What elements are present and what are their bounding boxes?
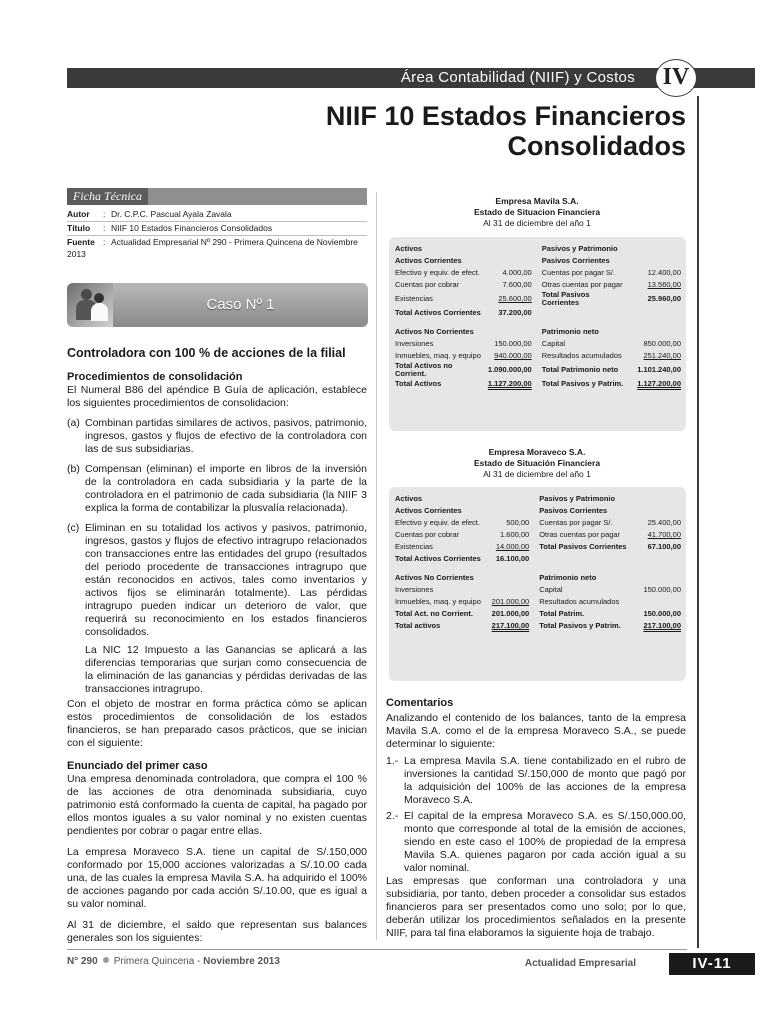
balance-value: 201.000,00 xyxy=(491,597,530,606)
people-photo-icon xyxy=(67,283,113,327)
balance-gap xyxy=(532,307,542,319)
balance-row xyxy=(395,505,681,517)
section-header-bar xyxy=(67,68,755,88)
balance-value: 201.000,00 xyxy=(491,609,530,618)
balance-label: Inversiones xyxy=(395,339,434,348)
balance-label: Resultados acumulados xyxy=(541,351,622,360)
balance-value: 12.400,00 xyxy=(647,268,681,277)
ficha-key: Autor xyxy=(67,209,90,219)
balance-table-mavila xyxy=(389,237,686,431)
balance-label: Total Pasivos Corrientes xyxy=(539,542,627,551)
balance-label: Cuentas por cobrar xyxy=(395,530,460,539)
ficha-key: Fuente xyxy=(67,237,95,247)
balance-row xyxy=(395,255,681,267)
balance-row xyxy=(395,584,681,596)
balance-gap xyxy=(532,279,542,291)
chapter-badge: IV xyxy=(655,59,697,97)
publication-name: Actualidad Empresarial xyxy=(524,958,636,969)
footer-rule xyxy=(67,949,687,950)
balance-value: 217.100,00 xyxy=(643,621,681,630)
balance-value xyxy=(483,565,529,572)
balance-label: Otras cuentas por pagar xyxy=(541,280,623,289)
balance-value xyxy=(629,565,681,572)
balance-value: 1.600,00 xyxy=(500,530,530,539)
ficha-value: Actualidad Empresarial Nº 290 - Primera Quincena de Noviembre 2013 xyxy=(67,237,358,259)
balance-label: Activos Corrientes xyxy=(395,506,462,515)
balance-row xyxy=(395,596,681,608)
balance-label: Total Patrimonio neto xyxy=(541,365,619,374)
balance-row xyxy=(395,620,681,632)
balance-row xyxy=(395,243,681,255)
paragraph: La empresa Moraveco S.A. tiene un capital de S/.150,000 conformado por 15,000 acciones valorizadas a S/.10.00 cada una, de las cuales la empresa Mavila S.A. ha adquirido el 100% de acciones pagando por cada acción S/.10.00, que es igual a su valor nominal. xyxy=(67,846,367,910)
balance-gap xyxy=(529,584,539,596)
balance-value xyxy=(486,326,532,338)
bullet-icon xyxy=(103,957,109,963)
balance-value: 41.700,00 xyxy=(647,530,681,539)
balance-value: 217.100,00 xyxy=(491,621,530,630)
balance-row xyxy=(395,338,681,350)
balance-value xyxy=(629,255,681,267)
balance-label xyxy=(539,553,629,565)
paragraph: El Numeral B86 del apéndice B Guía de aplicación, establece los siguientes procedimientos de consolidacion: xyxy=(67,384,367,409)
subsection-heading: Procedimientos de consolidación xyxy=(67,371,243,383)
page-right-rule xyxy=(697,96,699,948)
balance-label: Existencias xyxy=(395,542,433,551)
list-item: (b) Compensan (eliminan) el importe en libros de la inversión de la controladora en cada subsidiaria y la parte de la controladora en el patrimonio de cada subsidiaria (la NIIF 3 explica la forma de contabilizar la plusvalía relacionada). xyxy=(67,463,367,514)
balance-gap xyxy=(529,493,539,505)
company-name: Empresa Mavila S.A. xyxy=(495,196,579,206)
paragraph: Analizando el contenido de los balances, tanto de la empresa Mavila S.A. como el de la empresa Moraveco S.A., se puede determinar lo siguiente: xyxy=(386,712,686,750)
balance-label: Pasivos Corrientes xyxy=(541,256,610,265)
balance-value: 500,00 xyxy=(506,518,530,527)
balance-label: Total activos xyxy=(395,621,441,630)
balance-gap xyxy=(529,572,539,584)
balance-value: 1.127.200,00 xyxy=(487,379,532,388)
balance-header-mavila xyxy=(387,196,687,229)
balance-row xyxy=(395,267,681,279)
balance-label: Inmuebles, maq. y equipo xyxy=(395,597,481,606)
balance-value: 1.101.240,00 xyxy=(637,365,681,374)
list-item: 1.- La empresa Mavila S.A. tiene contabilizado en el rubro de inversiones la cantidad S/.150,000 de monto que pagó por la adquisición del 100% de las acciones de la empresa Moraveco S.A. xyxy=(386,755,686,806)
balance-row xyxy=(395,378,681,390)
balance-value: 7.600,00 xyxy=(502,280,532,289)
balance-row xyxy=(395,362,681,378)
balance-value: 25.400,00 xyxy=(647,518,681,527)
balance-label: Total Pasivos Corrientes xyxy=(541,290,590,307)
balance-value: 251.240,00 xyxy=(643,351,681,360)
paragraph: Con el objeto de mostrar en forma práctica cómo se aplican estos procedimientos de consolidación de los estados financieros, se han preparado casos prácticos, que se inician con el siguiente: xyxy=(67,698,367,749)
balance-value: 25.600,00 xyxy=(498,294,532,303)
balance-label: Cuentas por pagar S/. xyxy=(539,518,613,527)
balance-row xyxy=(395,279,681,291)
balance-value xyxy=(629,553,681,565)
balance-value xyxy=(629,505,681,517)
balance-value xyxy=(483,505,529,517)
statement-name: Estado de Situación Financiera xyxy=(473,458,601,468)
balance-label: Total Activos Corrientes xyxy=(395,554,481,563)
ficha-key: Título xyxy=(67,223,91,233)
balance-value: 940.000,00 xyxy=(494,351,532,360)
balance-label: Capital xyxy=(539,585,563,594)
balance-label: Inmuebles, maq. y equipo xyxy=(395,351,481,360)
ficha-tecnica-label: Ficha Técnica xyxy=(67,188,148,205)
column-divider xyxy=(376,192,377,940)
balance-label: Activos xyxy=(395,494,423,503)
subsection-heading: Enunciado del primer caso xyxy=(67,760,208,772)
balance-gap xyxy=(532,326,542,338)
article-title xyxy=(266,101,686,161)
balance-label: Patrimonio neto xyxy=(541,327,599,336)
balance-value: 150.000,00 xyxy=(643,609,681,618)
balance-row xyxy=(395,565,681,572)
balance-row xyxy=(395,517,681,529)
statement-date: Al 31 de diciembre del año 1 xyxy=(483,469,591,479)
balance-gap xyxy=(529,529,539,541)
balance-value xyxy=(486,255,532,267)
list-item: (a) Combinan partidas similares de activos, pasivos, patrimonio, ingresos, gastos y flujos de efectivo de la controladora con las de sus subsidiarias. xyxy=(67,417,367,455)
paragraph: Una empresa denominada controladora, que compra el 100 % de las acciones de otra denominada subsidiaria, cuyo patrimonio está conformado la cuenta de capital, ha pagado por ellos montos iguales a su valor nominal y no existen cuentas pendientes por cobrar o pagar entre ellas. xyxy=(67,773,367,837)
balance-table-moraveco xyxy=(389,487,686,681)
balance-row xyxy=(395,326,681,338)
article-title-line2: Consolidados xyxy=(507,131,686,161)
balance-value: 150.000,00 xyxy=(494,339,532,348)
balance-label: Total Pasivos y Patrim. xyxy=(539,621,621,630)
balance-value xyxy=(629,596,681,608)
balance-label: Patrimonio neto xyxy=(539,573,597,582)
balance-value: 14.000,00 xyxy=(495,542,530,551)
balance-label: Cuentas por cobrar xyxy=(395,280,460,289)
balance-value: 37.200,00 xyxy=(498,308,532,317)
balance-label xyxy=(539,565,629,572)
ficha-value: Dr. C.P.C. Pascual Ayala Zavala xyxy=(111,209,232,219)
issue-period: Primera Quincena xyxy=(113,956,195,967)
balance-label xyxy=(395,565,483,572)
paragraph: La NIC 12 Impuesto a las Ganancias se aplicará a las diferencias temporarias que surjan como consecuencia de la eliminación de las ganancias y pérdidas derivadas de las transacciones intragrupo. xyxy=(85,644,367,695)
balance-value xyxy=(629,493,681,505)
balance-gap xyxy=(532,362,542,378)
balance-value: 16.100,00 xyxy=(495,554,530,563)
balance-gap xyxy=(529,541,539,553)
balance-row xyxy=(395,493,681,505)
balance-label: Total Pasivos y Patrim. xyxy=(541,379,624,388)
balance-label: Cuentas por pagar S/. xyxy=(541,268,616,277)
balance-label xyxy=(542,307,629,319)
ficha-row-autor: Autor : Dr. C.P.C. Pascual Ayala Zavala xyxy=(67,208,367,222)
balance-label: Total Activos no Corrient. xyxy=(395,361,453,378)
statement-date: Al 31 de diciembre del año 1 xyxy=(483,218,591,228)
balance-row xyxy=(395,541,681,553)
ficha-row-titulo: Título : NIIF 10 Estados Financieros Consolidados xyxy=(67,222,367,236)
balance-row xyxy=(395,553,681,565)
issue-number: N° 290 xyxy=(67,956,98,967)
balance-label: Existencias xyxy=(395,294,433,303)
balance-gap xyxy=(532,291,542,307)
balance-label: Total Activos Corrientes xyxy=(395,308,481,317)
paragraph: Al 31 de diciembre, el saldo que representan sus balances generales son los siguientes: xyxy=(67,919,367,944)
balance-label: Activos xyxy=(395,244,423,253)
balance-gap xyxy=(529,596,539,608)
balance-value: 4.000,00 xyxy=(502,268,532,277)
comments-heading: Comentarios xyxy=(386,697,454,709)
balance-value xyxy=(483,572,529,584)
list-item: (c) Eliminan en su totalidad los activos y pasivos, patrimonio, ingresos, gastos y flujos de efectivo intragrupo relacionados con transacciones entre las entidades del grupo (resultados del periodo procedente de transacciones intragrupo que están reconocidos en activos, tales como inventarios y activos fijos se eliminarán totalmente). Las pérdidas intragrupo pueden indicar un deterioro de valor, que requerirá su reconocimiento en los estados financieros consolidados. xyxy=(67,522,367,638)
left-column xyxy=(67,347,367,945)
balance-label: Inversiones xyxy=(395,585,434,594)
section-heading: Controladora con 100 % de acciones de la filial xyxy=(67,346,346,360)
balance-value: 1.127.200,00 xyxy=(637,379,681,388)
balance-gap xyxy=(532,267,542,279)
balance-gap xyxy=(532,319,542,326)
balance-gap xyxy=(529,608,539,620)
balance-gap xyxy=(529,620,539,632)
issue-month: Noviembre 2013 xyxy=(203,956,280,967)
caso-title: Caso Nº 1 xyxy=(206,296,275,313)
caso-banner xyxy=(67,283,368,327)
ficha-value: NIIF 10 Estados Financieros Consolidados xyxy=(111,223,273,233)
balance-label: Otras cuentas por pagar xyxy=(539,530,621,539)
balance-value: 13.560,00 xyxy=(647,280,681,289)
balance-gap xyxy=(529,565,539,572)
balance-label xyxy=(395,319,486,326)
balance-value xyxy=(483,584,529,596)
balance-value xyxy=(629,319,681,326)
article-title-line1: NIIF 10 Estados Financieros xyxy=(325,101,686,131)
balance-label: Activos Corrientes xyxy=(395,256,462,265)
balance-value xyxy=(629,326,681,338)
statement-name: Estado de Situacion Financiera xyxy=(473,207,601,217)
balance-value xyxy=(629,307,681,319)
balance-label: Total Patrim. xyxy=(539,609,585,618)
balance-label: Pasivos y Patrimonio xyxy=(541,244,618,253)
balance-row xyxy=(395,608,681,620)
balance-label: Total Activos xyxy=(395,379,442,388)
paragraph: Las empresas que conforman una controladora y una subsidiaria, por tanto, deben proceder a consolidar sus estados financieros para ser presentados como uno solo; por lo que, deberán utilizar los procedimientos señalados en la presente NIIF, para tal fina elaboramos la siguiente hoja de trabajo. xyxy=(386,875,686,939)
balance-label: Resultados acumulados xyxy=(539,597,620,606)
balance-label: Pasivos Corrientes xyxy=(539,506,608,515)
balance-row xyxy=(395,307,681,319)
balance-label: Capital xyxy=(541,339,566,348)
balance-label: Efectivo y equiv. de efect. xyxy=(395,268,480,277)
balance-value xyxy=(483,493,529,505)
balance-label: Activos No Corrientes xyxy=(395,327,474,336)
footer-issue-info: N° 290 Primera Quincena - Noviembre 2013 xyxy=(67,956,280,967)
balance-gap xyxy=(532,338,542,350)
right-column xyxy=(386,697,686,940)
list-item: 2.- El capital de la empresa Moraveco S.A. es S/.150,000.00, monto que corresponde al total de la emisión de acciones, siendo en este caso el 100% de propiedad de la empresa Mavila S.A. quienes pagaron por cada acción igual a su valor nominal. xyxy=(386,810,686,874)
balance-gap xyxy=(532,350,542,362)
page-number: IV-11 xyxy=(669,953,755,975)
balance-label: Efectivo y equiv. de efect. xyxy=(395,518,480,527)
ficha-tecnica-header xyxy=(67,188,367,205)
balance-gap xyxy=(532,378,542,390)
balance-gap xyxy=(532,255,542,267)
balance-row xyxy=(395,572,681,584)
balance-gap xyxy=(529,505,539,517)
ficha-row-fuente: Fuente : Actualidad Empresarial Nº 290 - Primera Quincena de Noviembre 2013 xyxy=(67,237,358,259)
balance-value: 150.000,00 xyxy=(643,585,681,594)
balance-gap xyxy=(529,553,539,565)
balance-gap xyxy=(532,243,542,255)
balance-row xyxy=(395,291,681,307)
balance-value xyxy=(486,243,532,255)
balance-value xyxy=(486,319,532,326)
balance-row xyxy=(395,529,681,541)
balance-label: Total Act. no Corrient. xyxy=(395,609,473,618)
section-area-title: Área Contabilidad (NIIF) y Costos xyxy=(400,69,635,86)
balance-value: 67.100,00 xyxy=(647,542,681,551)
balance-label xyxy=(542,319,629,326)
balance-label: Pasivos y Patrimonio xyxy=(539,494,616,503)
balance-header-moraveco xyxy=(387,447,687,480)
company-name: Empresa Moraveco S.A. xyxy=(488,447,586,457)
balance-value: 1.090.000,00 xyxy=(487,365,532,374)
balance-value: 25.960,00 xyxy=(647,294,681,303)
balance-label: Activos No Corrientes xyxy=(395,573,474,582)
balance-row xyxy=(395,319,681,326)
balance-value xyxy=(629,243,681,255)
balance-value xyxy=(629,572,681,584)
balance-value: 850.000,00 xyxy=(643,339,681,348)
balance-gap xyxy=(529,517,539,529)
